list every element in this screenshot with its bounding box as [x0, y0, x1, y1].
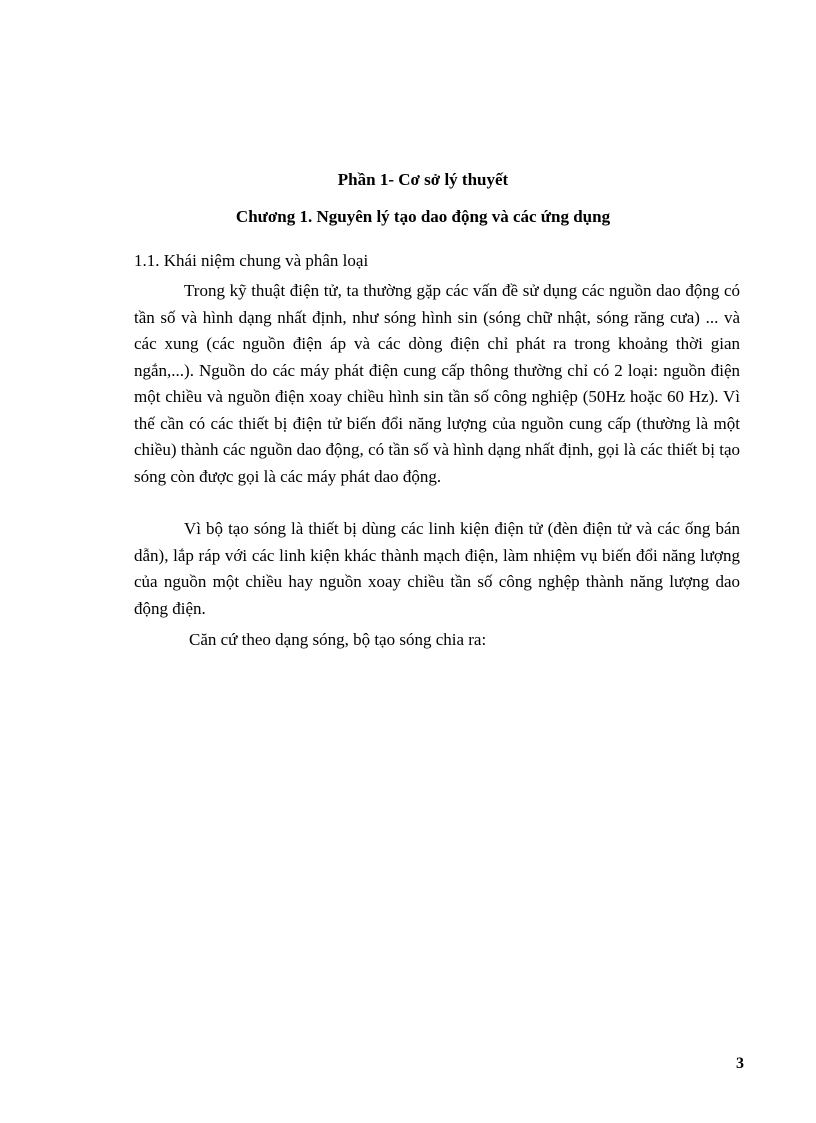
body-paragraph: Vì bộ tạo sóng là thiết bị dùng các linh kiện điện tử (đèn điện tử và các ống bán dẫn), lắp ráp với các linh kiện khác thành mạch điện, làm nhiệm vụ biến đổi năng lượng của nguồn một chiều hay nguồn xoay chiều tần số công nghệp thành năng lượng dao động điện.	[134, 519, 740, 618]
part-title: Phần 1- Cơ sở lý thuyết	[337, 170, 509, 189]
section-heading: 1.1. Khái niệm chung và phân loại	[134, 251, 369, 270]
chapter-title: Chương 1. Nguyên lý tạo dao động và các ứng dụng	[235, 207, 611, 226]
body-paragraph: Căn cứ theo dạng sóng, bộ tạo sóng chia ra:	[189, 630, 487, 649]
page-number: 3	[736, 1055, 744, 1072]
body-paragraph: Trong kỹ thuật điện tử, ta thường gặp các vấn đề sử dụng các nguồn dao động có tần số và hình dạng nhất định, như sóng hình sin (sóng chữ nhật, sóng răng cưa) ... và các xung (các nguồn điện áp và các dòng điện chỉ phát ra trong khoảng thời gian ngắn,...). Nguồn do các máy phát điện cung cấp thông thường chỉ có 2 loại: nguồn điện một chiều và nguồn điện xoay chiều hình sin tần số công nghiệp (50Hz hoặc 60 Hz). Vì thế cần có các thiết bị điện tử biến đổi năng lượng của nguồn cung cấp (thường là một chiều) thành các nguồn dao động, có tần số và hình dạng nhất định, gọi là các thiết bị tạo sóng còn được gọi là các máy phát dao động.	[134, 281, 740, 486]
